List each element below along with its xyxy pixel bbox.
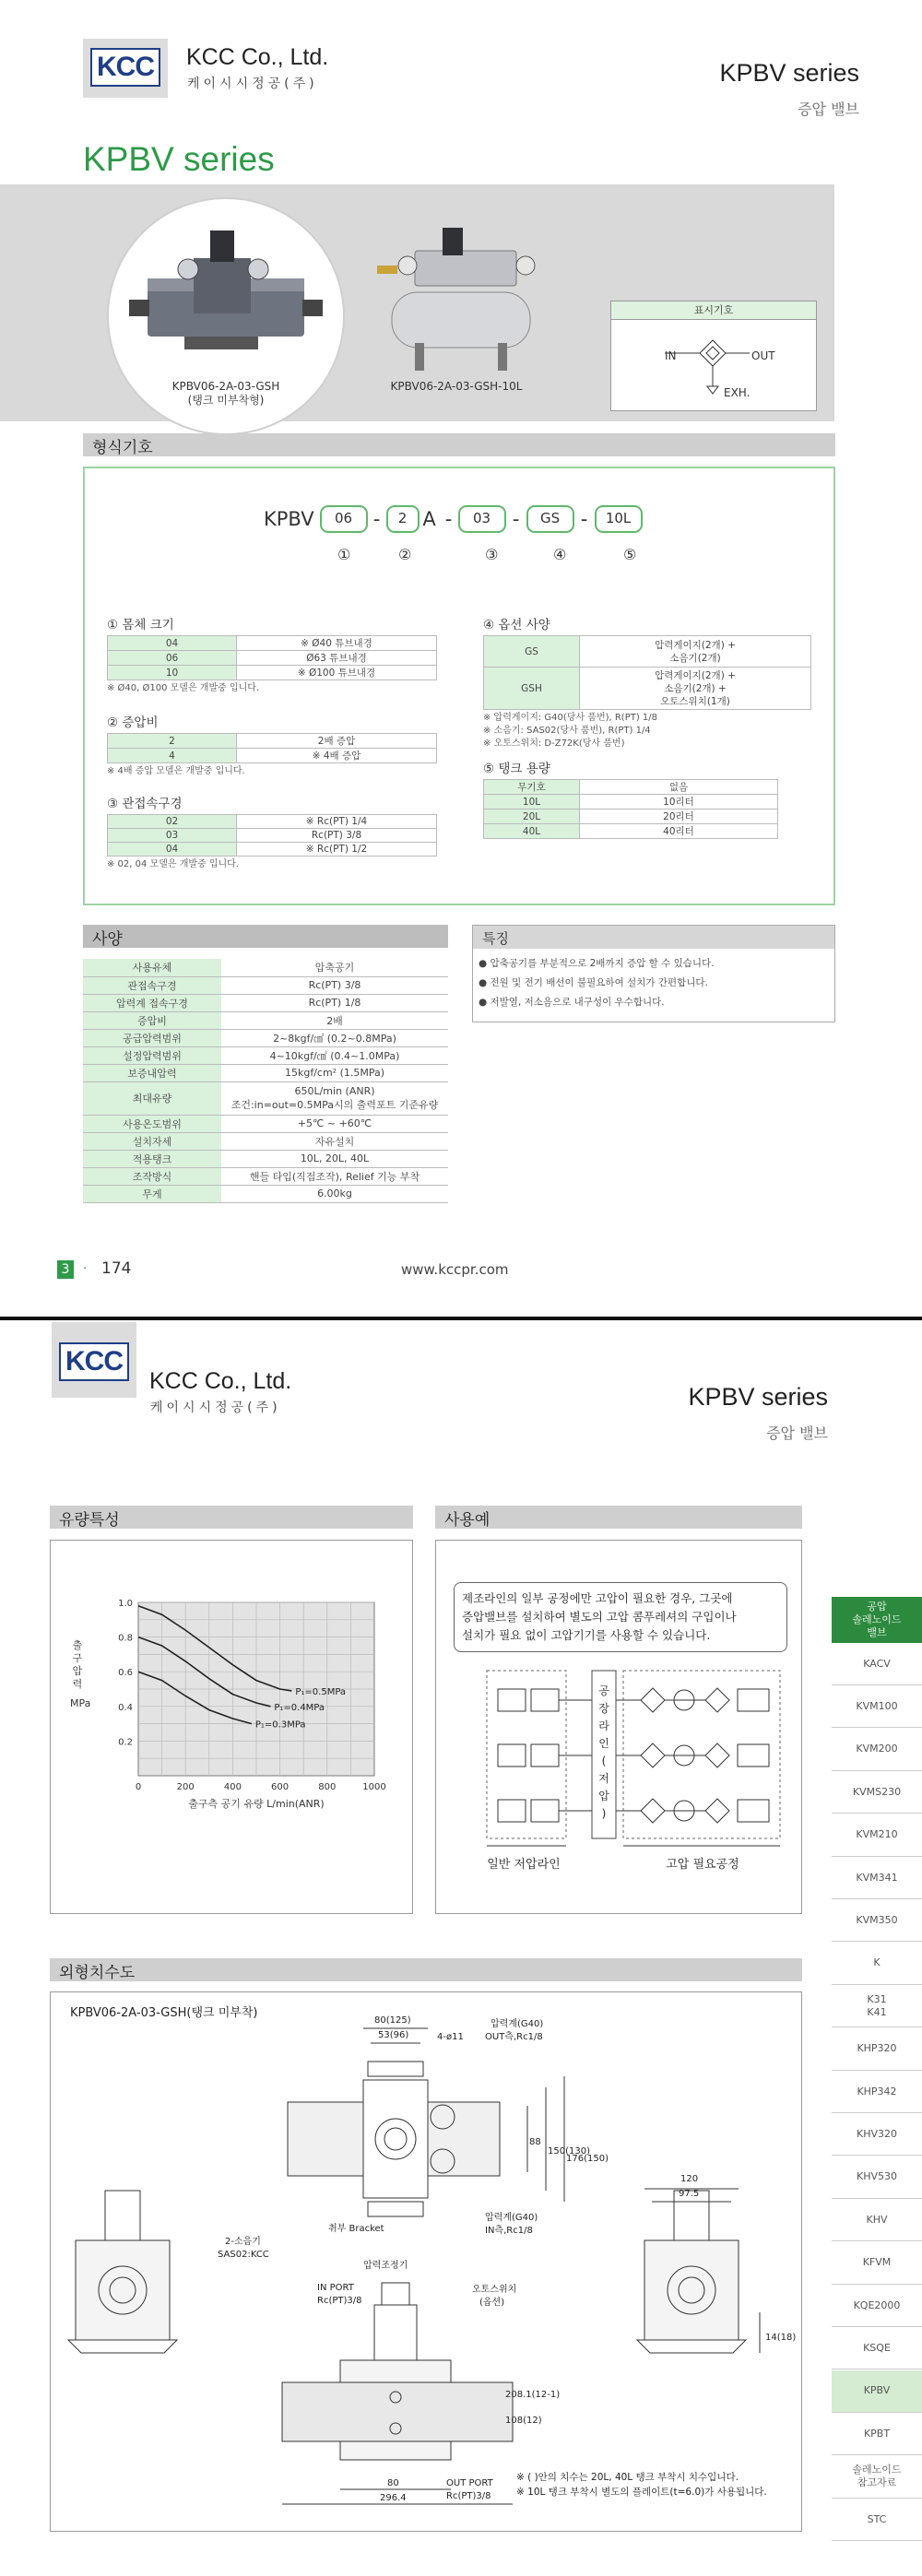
svg-text:압력조정기: 압력조정기 [363,2261,408,2271]
svg-text:120: 120 [680,2174,699,2184]
sidebar-item-kvm100[interactable]: KVM100 [832,1685,922,1728]
code-letter-a: A [422,508,436,530]
y-label-char: 압 [72,1665,83,1677]
sidebar-item-kacv[interactable]: KACV [832,1643,922,1685]
tank-block [483,758,778,839]
vertical-char: 라 [598,1719,609,1732]
caption-tank: KPBV06-2A-03-GSH-10L [390,380,523,393]
symbol-title: 표시기호 [611,301,816,320]
sidebar-item-k31-k41[interactable]: K31 K41 [832,1985,922,2027]
sidebar-item-공압-솔레노이드-밸브[interactable]: 공압 솔레노이드 밸브 [832,1597,922,1643]
caption-compact: KPBV06-2A-03-GSH (탱크 미부착형) [171,380,280,407]
svg-text:압력계(G40): 압력계(G40) [485,2213,538,2223]
company-name: KCC Co., Ltd. [186,44,329,70]
ratio-note: ※ 4배 증압 모델은 개발중 입니다. [107,766,245,776]
code-dash: - [580,508,588,530]
y-tick-label: 0.6 [118,1668,133,1679]
page-dot: · [83,1261,88,1276]
vertical-char: 압 [598,1790,609,1802]
symbol-box [610,301,817,411]
svg-text:IN PORT: IN PORT [317,2283,354,2293]
sidebar-item-kfvm[interactable]: KFVM [832,2242,922,2285]
code-box-4: GS [526,505,574,533]
svg-text:SAS02:KCC: SAS02:KCC [218,2250,269,2260]
y-label-char: 력 [72,1678,83,1690]
x-tick-label: 600 [271,1782,290,1792]
code-box-2: 2 [386,505,420,533]
sidebar-item-khv530[interactable]: KHV530 [832,2157,922,2199]
sidebar-item-kpbv[interactable]: KPBV [832,2370,922,2413]
low-pressure-units [498,1689,592,1822]
symbol-out: OUT [751,349,775,362]
svg-text:IN측,Rc1/8: IN측,Rc1/8 [485,2226,533,2236]
sidebar-item-kvms230[interactable]: KVMS230 [832,1771,922,1814]
section-model-code: 형식기호 [83,433,835,456]
svg-text:압력계(G40): 압력계(G40) [491,2019,544,2029]
model-code-row [264,505,643,533]
page-title: KPBV series [83,140,275,178]
svg-text:OUT측,Rc1/8: OUT측,Rc1/8 [485,2032,543,2042]
feature-item: ● 전원 및 전기 배선이 불필요하여 설치가 간편합니다. [479,977,708,988]
svg-text:108(12): 108(12) [505,2416,542,2426]
vertical-char: 인 [598,1737,609,1750]
symbol-exh: EXH. [724,386,751,399]
feature-item: ● 압축공기를 부분적으로 2배까지 증압 할 수 있습니다. [479,958,715,969]
code-box-3: 03 [458,505,506,533]
svg-text:80(125): 80(125) [374,2015,411,2026]
series-title: KPBV series [688,1383,828,1411]
svg-text:150(130): 150(130) [548,2146,590,2157]
port-block [107,793,437,871]
svg-text:88: 88 [529,2137,541,2147]
section-spec: 사양 [83,925,448,948]
svg-text:14(18): 14(18) [765,2333,797,2343]
svg-text:OUT PORT: OUT PORT [446,2478,493,2488]
x-tick-label: 400 [223,1782,242,1792]
body-size-block [107,614,437,695]
sidebar-item-khp320[interactable]: KHP320 [832,2028,922,2071]
svg-text:97.5: 97.5 [679,2189,700,2199]
svg-text:53(96): 53(96) [378,2030,409,2040]
option-title: ④ 옵션 사양 [483,618,550,632]
port-table: 02 ※ Rc(PT) 1/4 03 Rc(PT) 3/8 04 ※ Rc(PT) 1/2 [107,814,437,857]
svg-text:80: 80 [387,2478,399,2488]
dimension-drawing [50,1991,802,2532]
ratio-title: ② 증압비 [107,715,159,730]
option-note-1: ※ 압력게이지: G40(당사 품번), R(PT) 1/8 [483,713,658,723]
page-divider [0,1317,922,1320]
sidebar-item-kvm210[interactable]: KVM210 [832,1814,922,1857]
x-tick-label: 1000 [362,1782,386,1792]
sidebar-item-k[interactable]: K [832,1943,922,1985]
curve-label: P₁=0.5MPa [295,1686,347,1697]
port-title: ③ 관접속구경 [107,797,183,811]
body-size-title: ① 몸체 크기 [107,618,174,632]
code-box-5: 10L [595,505,643,533]
usage-text-box: 제조라인의 일부 공정에만 고압이 필요한 경우, 그곳에 증압밸브를 설치하여 별도의 고압 콤푸레셔의 구입이나 설치가 필요 없이 고압기기를 사용할 수 있습니다. [454,1582,787,1652]
company-name: KCC Co., Ltd. [149,1368,292,1394]
y-label-char: 구 [72,1652,83,1664]
company-logo: KCC [52,1322,136,1398]
curve-label: P₁=0.3MPa [254,1719,306,1731]
ratio-table: 2 2배 증압 4 ※ 4배 증압 [107,733,437,763]
curve-label: P₁=0.4MPa [274,1702,325,1713]
svg-text:176(150): 176(150) [566,2154,609,2164]
code-prefix: KPBV [264,508,314,530]
sidebar-item-kvm200[interactable]: KVM200 [832,1729,922,1771]
sidebar-item-stc[interactable]: STC [832,2499,922,2541]
code-dash: - [512,508,520,530]
svg-text:2-소음기: 2-소음기 [225,2237,261,2247]
y-label-char: 출 [72,1639,83,1651]
product-image-compact [129,221,323,369]
label-high-pressure: 고압 필요공정 [666,1858,739,1872]
y-axis-unit: MPa [70,1697,91,1709]
option-note-3: ※ 오토스위치: D-Z72K(당사 품번) [483,739,625,749]
company-logo: KCC [83,39,168,98]
svg-text:208.1(12-1): 208.1(12-1) [505,2390,561,2400]
svg-text:4-ø11: 4-ø11 [437,2032,464,2042]
sidebar-item-khp342[interactable]: KHP342 [832,2071,922,2113]
y-axis-label [73,1639,83,1690]
right-view [637,2189,760,2353]
vertical-char: ) [601,1807,607,1820]
company-name-kr: 케이시시정공(주) [187,77,318,91]
svg-text:※ ( )안의 치수는 20L, 40L 탱크 부착시 치수: ※ ( )안의 치수는 20L, 40L 탱크 부착시 치수입니다. [516,2472,739,2483]
sidebar-item-kvm350[interactable]: KVM350 [832,1899,922,1942]
tank-title: ⑤ 탱크 용량 [483,762,550,776]
svg-text:Rc(PT)3/8: Rc(PT)3/8 [446,2491,491,2501]
svg-text:※ 10L 탱크 부착시 별도의 플레이트(t=6.0)가: ※ 10L 탱크 부착시 별도의 플레이트(t=6.0)가 사용됩니다. [516,2487,767,2498]
svg-text:Rc(PT)3/8: Rc(PT)3/8 [317,2296,362,2306]
sidebar-item-솔레노이드-참고자료[interactable]: 솔레노이드 참고자료 [832,2456,922,2499]
vertical-char: 저 [598,1772,609,1785]
port-note: ※ 02, 04 모델은 개발중 입니다. [107,859,240,869]
code-num-2: ② [398,546,412,563]
front-view [282,2283,513,2504]
label-low-pressure: 일반 저압라인 [487,1858,561,1872]
sidebar-item-kvm341[interactable]: KVM341 [832,1857,922,1899]
svg-text:취부 Bracket: 취부 Bracket [328,2224,384,2234]
body-size-note: ※ Ø40, Ø100 모델은 개발중 입니다. [107,683,260,693]
valve-symbol-icon [611,320,816,410]
features-heading: 특징 [473,926,834,949]
x-tick-label: 0 [135,1782,142,1792]
feature-item: ● 저발열, 저소음으로 내구성이 우수합니다. [479,997,665,1008]
spec-table: 사용유체 압축공기 관접속구경 Rc(PT) 3/8 압력계 접속구경 Rc(PT) 1/8 증압비 2배 공급압력범위 2~8kgf/㎠ (0.2~0.8MPa) 설정압력범위 4~10kgf/㎠ (0.4~1.0MPa) 보증내압력 15kgf/cm² (1.5MPa) 최대유량 650L/min (ANR) 조건:in=out=0.5MPa시의 출력포트 기준유량 사용온도범위 +5℃ ~ +60℃ 설치자세 자유설치 적용탱크 10L, 20L, 40L 조작방식 핸들 타입(직접조작), Relief 기능 부착 무게 6.00kg [83,959,448,1203]
x-axis-label: 출구측 공기 유량 L/min(ANR) [188,1798,325,1810]
left-view [68,2191,177,2353]
sidebar-item-kqe2000[interactable]: KQE2000 [832,2285,922,2327]
section-flow: 유량특성 [50,1506,413,1529]
x-tick-label: 800 [318,1782,337,1792]
sidebar-item-kpbt[interactable]: KPBT [832,2413,922,2455]
svg-text:오토스위치: 오토스위치 [472,2285,517,2295]
y-axis [118,1599,133,1747]
series-subtitle: 증압 밸브 [766,1424,828,1442]
ratio-block [107,712,437,778]
flow-chart [50,1540,413,1914]
high-pressure-units [616,1688,769,1823]
sidebar-item-ksqe[interactable]: KSQE [832,2327,922,2369]
company-name-kr: 케이시시정공(주) [150,1400,281,1415]
code-box-1: 06 [320,505,368,533]
code-num-3: ③ [485,546,499,563]
x-tick-label: 200 [176,1782,195,1792]
section-dims: 외형치수도 [50,1958,802,1981]
footer-url: www.kccpr.com [401,1261,509,1278]
page-number: 174 [101,1259,132,1278]
product-image-tank [364,205,549,380]
code-num-1: ① [337,546,351,563]
y-tick-label: 1.0 [118,1599,133,1609]
chapter-badge: 3 [57,1260,74,1279]
code-num-4: ④ [553,546,567,563]
symbol-in: IN [665,349,677,362]
usage-diagram [443,1663,802,1885]
sidebar-item-khv[interactable]: KHV [832,2199,922,2241]
section-usage: 사용예 [435,1506,802,1529]
code-dash: - [444,508,453,530]
dims-model: KPBV06-2A-03-GSH(탱크 미부착) [70,2006,258,2020]
top-view [288,2028,564,2216]
vertical-char: 공 [598,1684,609,1697]
svg-text:296.4: 296.4 [380,2493,407,2503]
option-block [483,614,811,750]
vertical-char: ( [601,1755,607,1767]
tank-table: 무기호 없음 10L 10리터 20L 20리터 40L 40리터 [483,779,778,839]
code-num-5: ⑤ [623,546,637,563]
option-table: GS 압력게이지(2개) + 소음기(2개) GSH 압력게이지(2개) + 소음기(2개) + 오토스위치(1개) [483,635,811,710]
sidebar-item-khv320[interactable]: KHV320 [832,2113,922,2156]
y-tick-label: 0.8 [118,1633,133,1644]
x-axis [136,1782,386,1792]
series-subtitle: 증압 밸브 [798,100,859,118]
y-tick-label: 0.4 [118,1702,133,1713]
vertical-char: 장 [598,1702,609,1715]
body-size-table: 04 ※ Ø40 튜브내경 06 Ø63 튜브내경 10 ※ Ø100 튜브내경 [107,635,437,680]
code-dash: - [372,508,381,530]
features-panel [472,925,835,1022]
svg-text:(옵션): (옵션) [479,2298,505,2308]
series-title: KPBV series [719,59,859,87]
y-tick-label: 0.2 [118,1737,133,1748]
option-note-2: ※ 소음기: SAS02(당사 품번), R(PT) 1/4 [483,726,651,736]
